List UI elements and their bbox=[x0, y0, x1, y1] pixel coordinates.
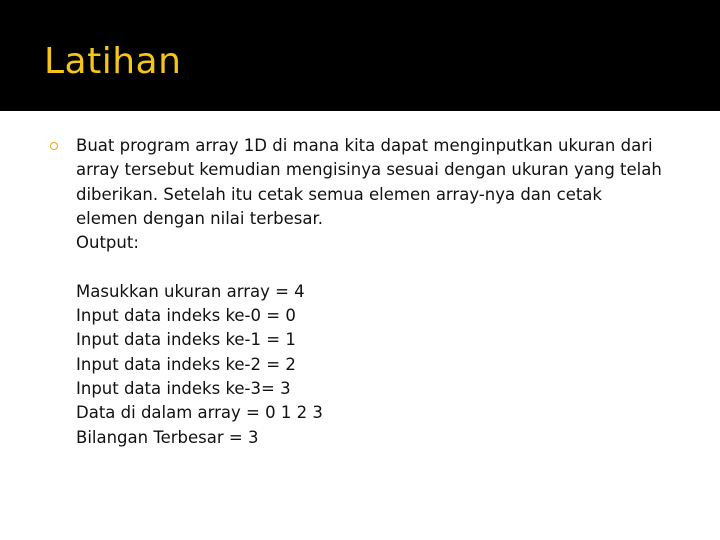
spacer bbox=[76, 255, 706, 279]
output-line: Input data indeks ke-2 = 2 bbox=[76, 354, 296, 374]
output-line: Input data indeks ke-0 = 0 bbox=[76, 306, 296, 326]
task-line: array tersebut kemudian mengisinya sesuai dengan ukuran yang telah bbox=[76, 160, 662, 180]
task-line: Buat program array 1D di mana kita dapat menginputkan ukuran dari bbox=[76, 136, 653, 155]
output-line: Bilangan Terbesar = 3 bbox=[76, 427, 259, 447]
output-label: Output: bbox=[76, 233, 139, 253]
output-line: Masukkan ukuran array = 4 bbox=[76, 281, 305, 301]
output-line: Input data indeks ke-3= 3 bbox=[76, 378, 291, 398]
task-line: elemen dengan nilai terbesar. bbox=[76, 208, 324, 228]
title-bar bbox=[0, 0, 720, 111]
bullet-icon bbox=[50, 142, 58, 150]
output-line: Data di dalam array = 0 1 2 3 bbox=[76, 403, 323, 423]
slide-content bbox=[76, 134, 706, 450]
output-line: Input data indeks ke-1 = 1 bbox=[76, 330, 296, 350]
slide-title: Latihan bbox=[44, 41, 182, 82]
task-line: diberikan. Setelah itu cetak semua elemen array-nya dan cetak bbox=[76, 184, 602, 204]
